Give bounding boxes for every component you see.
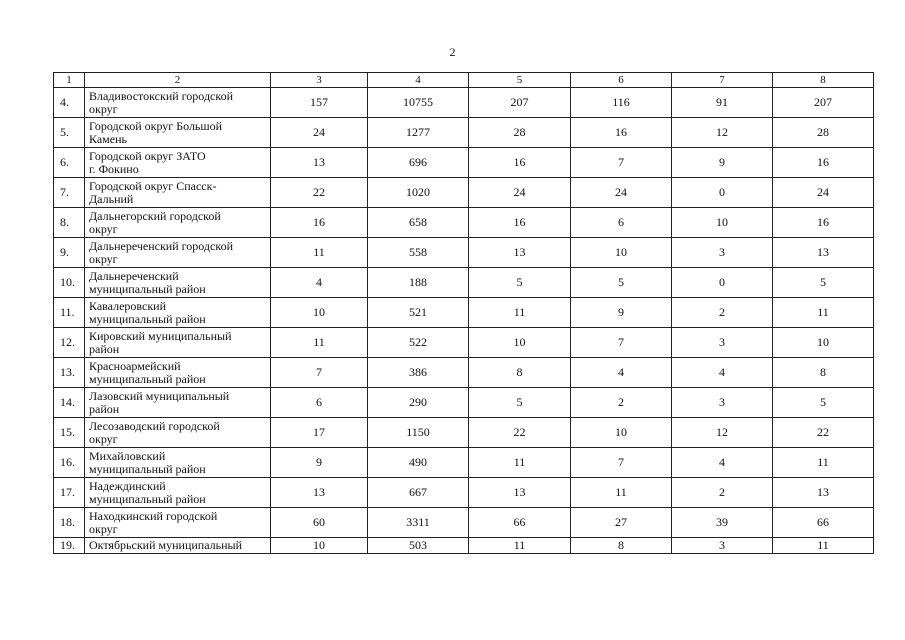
value-cell-col-4: 3311 bbox=[368, 508, 469, 538]
value-cell-col-4: 1277 bbox=[368, 118, 469, 148]
table-row bbox=[54, 208, 874, 238]
value-cell-col-8: 16 bbox=[773, 148, 874, 178]
table-row bbox=[54, 538, 874, 554]
value-cell-col-4: 696 bbox=[368, 148, 469, 178]
value-cell-col-7: 3 bbox=[672, 238, 773, 268]
value-cell-col-6: 9 bbox=[571, 298, 672, 328]
value-cell-col-7: 4 bbox=[672, 448, 773, 478]
value-cell-col-7: 9 bbox=[672, 148, 773, 178]
value-cell-col-3: 16 bbox=[271, 208, 368, 238]
row-number-cell: 15. bbox=[54, 418, 85, 448]
value-cell-col-6: 4 bbox=[571, 358, 672, 388]
value-cell-col-4: 558 bbox=[368, 238, 469, 268]
header-cell: 5 bbox=[469, 73, 571, 88]
value-cell-col-7: 2 bbox=[672, 298, 773, 328]
value-cell-col-8: 13 bbox=[773, 478, 874, 508]
table-row bbox=[54, 238, 874, 268]
value-cell-col-7: 91 bbox=[672, 88, 773, 118]
value-cell-col-3: 60 bbox=[271, 508, 368, 538]
page-number: 2 bbox=[449, 45, 456, 59]
value-cell-col-6: 5 bbox=[571, 268, 672, 298]
value-cell-col-3: 157 bbox=[271, 88, 368, 118]
value-cell-col-8: 22 bbox=[773, 418, 874, 448]
table-row bbox=[54, 268, 874, 298]
value-cell-col-8: 16 bbox=[773, 208, 874, 238]
table-row bbox=[54, 328, 874, 358]
row-number-cell: 19. bbox=[54, 538, 85, 554]
value-cell-col-5: 5 bbox=[469, 388, 571, 418]
row-number-cell: 7. bbox=[54, 178, 85, 208]
value-cell-col-6: 7 bbox=[571, 328, 672, 358]
value-cell-col-3: 10 bbox=[271, 298, 368, 328]
value-cell-col-8: 24 bbox=[773, 178, 874, 208]
value-cell-col-8: 11 bbox=[773, 298, 874, 328]
value-cell-col-4: 1150 bbox=[368, 418, 469, 448]
header-cell: 7 bbox=[672, 73, 773, 88]
table-header-row bbox=[54, 73, 874, 88]
data-table bbox=[53, 72, 874, 554]
value-cell-col-8: 11 bbox=[773, 448, 874, 478]
value-cell-col-4: 386 bbox=[368, 358, 469, 388]
municipality-name-cell: Надеждинский муниципальный район bbox=[85, 478, 271, 508]
value-cell-col-8: 11 bbox=[773, 538, 874, 554]
municipality-name-cell: Октябрьский муниципальный bbox=[85, 538, 271, 554]
header-cell: 1 bbox=[54, 73, 85, 88]
value-cell-col-7: 10 bbox=[672, 208, 773, 238]
municipality-name-cell: Дальнегорский городской округ bbox=[85, 208, 271, 238]
value-cell-col-5: 13 bbox=[469, 238, 571, 268]
value-cell-col-4: 522 bbox=[368, 328, 469, 358]
municipality-name-cell: Городской округ Спасск- Дальний bbox=[85, 178, 271, 208]
municipality-name-cell: Кавалеровский муниципальный район bbox=[85, 298, 271, 328]
value-cell-col-7: 39 bbox=[672, 508, 773, 538]
value-cell-col-3: 10 bbox=[271, 538, 368, 554]
municipality-name-cell: Кировский муниципальный район bbox=[85, 328, 271, 358]
value-cell-col-6: 16 bbox=[571, 118, 672, 148]
value-cell-col-7: 4 bbox=[672, 358, 773, 388]
value-cell-col-8: 13 bbox=[773, 238, 874, 268]
municipality-name-cell: Владивостокский городской округ bbox=[85, 88, 271, 118]
row-number-cell: 11. bbox=[54, 298, 85, 328]
value-cell-col-5: 11 bbox=[469, 298, 571, 328]
value-cell-col-3: 11 bbox=[271, 238, 368, 268]
value-cell-col-5: 11 bbox=[469, 538, 571, 554]
value-cell-col-4: 521 bbox=[368, 298, 469, 328]
value-cell-col-6: 7 bbox=[571, 148, 672, 178]
row-number-cell: 18. bbox=[54, 508, 85, 538]
value-cell-col-8: 28 bbox=[773, 118, 874, 148]
row-number-cell: 5. bbox=[54, 118, 85, 148]
row-number-cell: 4. bbox=[54, 88, 85, 118]
value-cell-col-8: 5 bbox=[773, 268, 874, 298]
table-row bbox=[54, 448, 874, 478]
table-row bbox=[54, 298, 874, 328]
value-cell-col-7: 0 bbox=[672, 268, 773, 298]
value-cell-col-8: 5 bbox=[773, 388, 874, 418]
header-cell: 8 bbox=[773, 73, 874, 88]
municipality-name-cell: Дальнереченский городской округ bbox=[85, 238, 271, 268]
value-cell-col-6: 10 bbox=[571, 238, 672, 268]
row-number-cell: 12. bbox=[54, 328, 85, 358]
value-cell-col-8: 8 bbox=[773, 358, 874, 388]
row-number-cell: 8. bbox=[54, 208, 85, 238]
value-cell-col-4: 490 bbox=[368, 448, 469, 478]
value-cell-col-3: 7 bbox=[271, 358, 368, 388]
municipality-name-cell: Дальнереченский муниципальный район bbox=[85, 268, 271, 298]
table-row bbox=[54, 148, 874, 178]
value-cell-col-5: 8 bbox=[469, 358, 571, 388]
row-number-cell: 16. bbox=[54, 448, 85, 478]
municipality-name-cell: Городской округ Большой Камень bbox=[85, 118, 271, 148]
value-cell-col-6: 116 bbox=[571, 88, 672, 118]
value-cell-col-7: 12 bbox=[672, 418, 773, 448]
value-cell-col-4: 658 bbox=[368, 208, 469, 238]
value-cell-col-8: 207 bbox=[773, 88, 874, 118]
value-cell-col-4: 503 bbox=[368, 538, 469, 554]
table-row bbox=[54, 388, 874, 418]
value-cell-col-3: 24 bbox=[271, 118, 368, 148]
value-cell-col-8: 66 bbox=[773, 508, 874, 538]
municipality-name-cell: Лазовский муниципальный район bbox=[85, 388, 271, 418]
header-cell: 4 bbox=[368, 73, 469, 88]
value-cell-col-5: 16 bbox=[469, 148, 571, 178]
value-cell-col-4: 290 bbox=[368, 388, 469, 418]
table-row bbox=[54, 508, 874, 538]
row-number-cell: 6. bbox=[54, 148, 85, 178]
row-number-cell: 13. bbox=[54, 358, 85, 388]
value-cell-col-8: 10 bbox=[773, 328, 874, 358]
municipality-name-cell: Михайловский муниципальный район bbox=[85, 448, 271, 478]
header-cell: 6 bbox=[571, 73, 672, 88]
header-cell: 3 bbox=[271, 73, 368, 88]
table-row bbox=[54, 118, 874, 148]
value-cell-col-6: 11 bbox=[571, 478, 672, 508]
value-cell-col-6: 7 bbox=[571, 448, 672, 478]
value-cell-col-5: 10 bbox=[469, 328, 571, 358]
table-row bbox=[54, 88, 874, 118]
value-cell-col-4: 1020 bbox=[368, 178, 469, 208]
value-cell-col-6: 27 bbox=[571, 508, 672, 538]
value-cell-col-5: 24 bbox=[469, 178, 571, 208]
value-cell-col-7: 0 bbox=[672, 178, 773, 208]
municipality-name-cell: Городской округ ЗАТО г. Фокино bbox=[85, 148, 271, 178]
header-cell: 2 bbox=[85, 73, 271, 88]
municipality-name-cell: Лесозаводский городской округ bbox=[85, 418, 271, 448]
value-cell-col-5: 16 bbox=[469, 208, 571, 238]
value-cell-col-3: 17 bbox=[271, 418, 368, 448]
value-cell-col-5: 22 bbox=[469, 418, 571, 448]
value-cell-col-6: 8 bbox=[571, 538, 672, 554]
value-cell-col-7: 3 bbox=[672, 328, 773, 358]
value-cell-col-5: 207 bbox=[469, 88, 571, 118]
value-cell-col-6: 2 bbox=[571, 388, 672, 418]
value-cell-col-7: 12 bbox=[672, 118, 773, 148]
municipality-name-cell: Красноармейский муниципальный район bbox=[85, 358, 271, 388]
value-cell-col-3: 9 bbox=[271, 448, 368, 478]
value-cell-col-5: 11 bbox=[469, 448, 571, 478]
value-cell-col-5: 28 bbox=[469, 118, 571, 148]
value-cell-col-7: 2 bbox=[672, 478, 773, 508]
table-body bbox=[54, 73, 874, 554]
value-cell-col-3: 4 bbox=[271, 268, 368, 298]
row-number-cell: 10. bbox=[54, 268, 85, 298]
value-cell-col-5: 5 bbox=[469, 268, 571, 298]
value-cell-col-3: 6 bbox=[271, 388, 368, 418]
value-cell-col-7: 3 bbox=[672, 388, 773, 418]
value-cell-col-6: 6 bbox=[571, 208, 672, 238]
table-row bbox=[54, 478, 874, 508]
value-cell-col-5: 66 bbox=[469, 508, 571, 538]
value-cell-col-3: 13 bbox=[271, 148, 368, 178]
value-cell-col-6: 10 bbox=[571, 418, 672, 448]
table-row bbox=[54, 418, 874, 448]
value-cell-col-4: 188 bbox=[368, 268, 469, 298]
value-cell-col-5: 13 bbox=[469, 478, 571, 508]
value-cell-col-3: 11 bbox=[271, 328, 368, 358]
value-cell-col-4: 667 bbox=[368, 478, 469, 508]
value-cell-col-7: 3 bbox=[672, 538, 773, 554]
row-number-cell: 9. bbox=[54, 238, 85, 268]
row-number-cell: 14. bbox=[54, 388, 85, 418]
row-number-cell: 17. bbox=[54, 478, 85, 508]
value-cell-col-6: 24 bbox=[571, 178, 672, 208]
value-cell-col-3: 13 bbox=[271, 478, 368, 508]
value-cell-col-3: 22 bbox=[271, 178, 368, 208]
municipality-name-cell: Находкинский городской округ bbox=[85, 508, 271, 538]
table-row bbox=[54, 358, 874, 388]
table-row bbox=[54, 178, 874, 208]
value-cell-col-4: 10755 bbox=[368, 88, 469, 118]
